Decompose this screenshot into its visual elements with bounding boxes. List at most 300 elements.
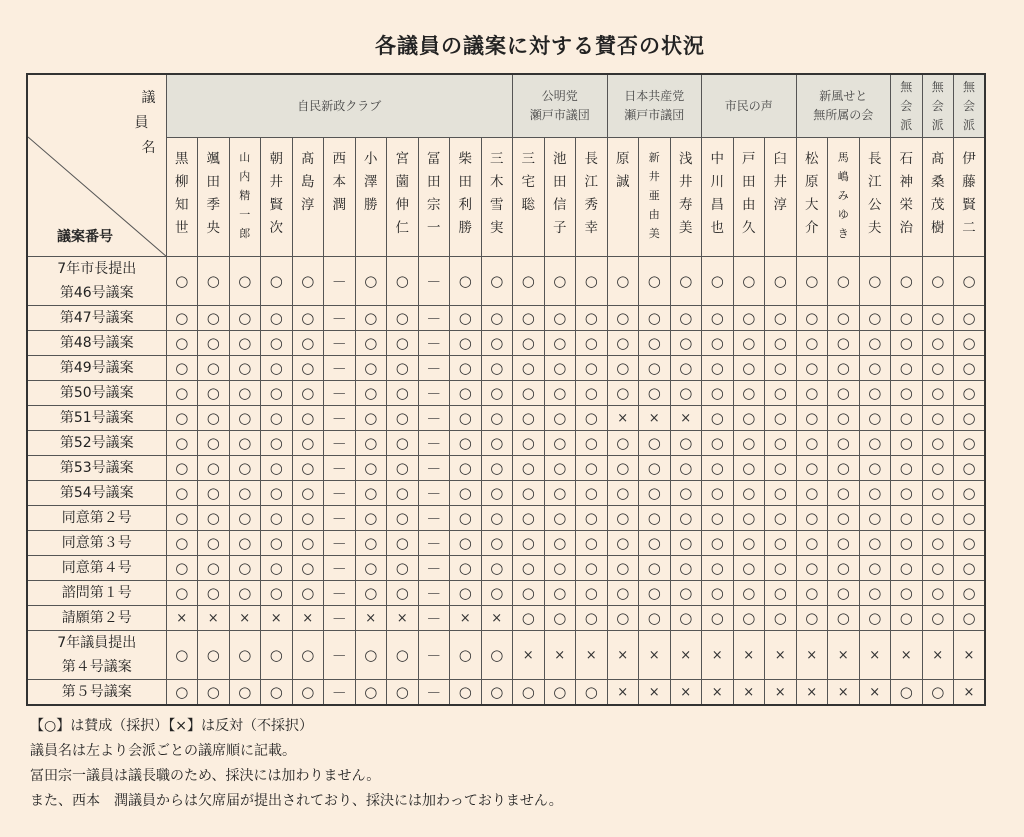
vote-cell: ○ xyxy=(481,381,513,406)
vote-cell: ○ xyxy=(891,680,923,706)
vote-cell: ○ xyxy=(891,257,923,306)
vote-cell: ○ xyxy=(513,680,545,706)
vote-cell: ○ xyxy=(513,581,545,606)
vote-cell: ○ xyxy=(544,556,576,581)
vote-cell: ○ xyxy=(292,556,324,581)
vote-cell: ○ xyxy=(702,406,734,431)
vote-row xyxy=(27,456,985,481)
member-header xyxy=(796,138,828,257)
vote-cell: ○ xyxy=(544,257,576,306)
vote-cell: ○ xyxy=(828,581,860,606)
vote-cell: ○ xyxy=(670,456,702,481)
vote-cell: ○ xyxy=(796,531,828,556)
vote-cell: ○ xyxy=(292,531,324,556)
vote-cell: ○ xyxy=(954,356,986,381)
vote-cell: ○ xyxy=(387,506,419,531)
member-name: 長江秀幸 xyxy=(584,151,598,236)
member-header xyxy=(576,138,608,257)
vote-cell: － xyxy=(418,556,450,581)
vote-cell: ○ xyxy=(576,331,608,356)
vote-cell: － xyxy=(324,306,356,331)
vote-cell: ○ xyxy=(576,431,608,456)
member-header xyxy=(733,138,765,257)
vote-cell: ○ xyxy=(576,581,608,606)
vote-cell: ○ xyxy=(166,431,198,456)
vote-cell: ○ xyxy=(702,531,734,556)
note-line: 議員名は左より会派ごとの議席順に記載。 xyxy=(30,743,296,759)
vote-cell: ○ xyxy=(166,456,198,481)
member-header xyxy=(639,138,671,257)
vote-cell: － xyxy=(418,631,450,680)
bill-label: 7年市長提出 第46号議案 xyxy=(27,257,166,306)
vote-row xyxy=(27,306,985,331)
vote-cell: ○ xyxy=(355,431,387,456)
bill-label: 同意第４号 xyxy=(27,556,166,581)
vote-cell: ○ xyxy=(481,456,513,481)
vote-cell: ○ xyxy=(639,431,671,456)
vote-cell: ○ xyxy=(261,506,293,531)
vote-row xyxy=(27,356,985,381)
vote-cell: ○ xyxy=(450,456,482,481)
member-name: 池田信子 xyxy=(553,151,567,236)
vote-cell: ○ xyxy=(544,381,576,406)
vote-cell: ○ xyxy=(261,456,293,481)
vote-cell: × xyxy=(954,631,986,680)
vote-cell: ○ xyxy=(828,331,860,356)
vote-cell: ○ xyxy=(670,431,702,456)
bill-label: 第48号議案 xyxy=(27,331,166,356)
vote-cell: × xyxy=(513,631,545,680)
vote-cell: ○ xyxy=(954,306,986,331)
vote-cell: ○ xyxy=(891,406,923,431)
vote-cell: ○ xyxy=(954,506,986,531)
vote-cell: ○ xyxy=(166,257,198,306)
member-header xyxy=(355,138,387,257)
member-header xyxy=(481,138,513,257)
vote-cell: ○ xyxy=(198,581,230,606)
vote-cell: ○ xyxy=(450,257,482,306)
party-header xyxy=(702,74,797,138)
vote-cell: ○ xyxy=(670,506,702,531)
vote-row xyxy=(27,381,985,406)
vote-cell: × xyxy=(796,631,828,680)
vote-cell: ○ xyxy=(355,356,387,381)
vote-cell: ○ xyxy=(450,581,482,606)
member-name: 冨田宗一 xyxy=(427,151,441,236)
vote-cell: ○ xyxy=(859,456,891,481)
vote-cell: × xyxy=(639,680,671,706)
vote-cell: × xyxy=(639,406,671,431)
vote-cell: ○ xyxy=(387,556,419,581)
member-name: 三木雪実 xyxy=(490,151,504,236)
vote-cell: ○ xyxy=(544,531,576,556)
vote-cell: ○ xyxy=(891,306,923,331)
vote-cell: ○ xyxy=(922,531,954,556)
vote-cell: ○ xyxy=(261,356,293,381)
vote-cell: ○ xyxy=(229,356,261,381)
vote-cell: ○ xyxy=(702,381,734,406)
vote-cell: ○ xyxy=(670,331,702,356)
vote-cell: ○ xyxy=(387,631,419,680)
member-name: 宮薗伸仁 xyxy=(395,151,409,236)
vote-cell: ○ xyxy=(292,506,324,531)
member-header xyxy=(891,138,923,257)
vote-cell: ○ xyxy=(922,306,954,331)
member-header xyxy=(922,138,954,257)
member-header xyxy=(166,138,198,257)
vote-cell: ○ xyxy=(670,381,702,406)
vote-cell: ○ xyxy=(796,606,828,631)
vote-cell: ○ xyxy=(198,331,230,356)
vote-cell: ○ xyxy=(891,381,923,406)
member-header xyxy=(513,138,545,257)
member-name: 黒柳知世 xyxy=(175,151,189,236)
vote-cell: ○ xyxy=(355,406,387,431)
vote-cell: － xyxy=(418,531,450,556)
vote-cell: ○ xyxy=(481,481,513,506)
vote-cell: ○ xyxy=(544,481,576,506)
vote-cell: ○ xyxy=(198,531,230,556)
vote-cell: × xyxy=(922,631,954,680)
vote-cell: ○ xyxy=(198,556,230,581)
vote-cell: ○ xyxy=(922,431,954,456)
vote-cell: ○ xyxy=(355,506,387,531)
vote-cell: × xyxy=(450,606,482,631)
member-name: 西本潤 xyxy=(332,151,346,213)
vote-cell: ○ xyxy=(355,456,387,481)
vote-cell: ○ xyxy=(733,356,765,381)
member-name: 長江公夫 xyxy=(868,151,882,236)
vote-cell: － xyxy=(324,606,356,631)
vote-cell: ○ xyxy=(166,381,198,406)
vote-cell: ○ xyxy=(733,406,765,431)
bill-label: 第52号議案 xyxy=(27,431,166,456)
vote-cell: － xyxy=(418,356,450,381)
vote-cell: ○ xyxy=(702,331,734,356)
vote-cell: ○ xyxy=(513,306,545,331)
bill-label: 諮問第１号 xyxy=(27,581,166,606)
vote-cell: ○ xyxy=(513,481,545,506)
vote-cell: ○ xyxy=(670,581,702,606)
vote-cell: ○ xyxy=(513,431,545,456)
member-header xyxy=(670,138,702,257)
vote-cell: ○ xyxy=(670,531,702,556)
vote-cell: ○ xyxy=(450,556,482,581)
vote-cell: ○ xyxy=(796,381,828,406)
vote-cell: ○ xyxy=(387,581,419,606)
vote-cell: ○ xyxy=(292,406,324,431)
member-name: 三宅聡 xyxy=(521,151,535,213)
member-header xyxy=(324,138,356,257)
vote-cell: ○ xyxy=(670,481,702,506)
vote-cell: ○ xyxy=(513,606,545,631)
vote-cell: ○ xyxy=(481,406,513,431)
vote-cell: ○ xyxy=(544,406,576,431)
vote-cell: ○ xyxy=(922,481,954,506)
vote-cell: ○ xyxy=(607,356,639,381)
member-name: 原誠 xyxy=(616,151,630,190)
vote-cell: ○ xyxy=(229,506,261,531)
vote-cell: － xyxy=(418,506,450,531)
vote-cell: － xyxy=(324,356,356,381)
vote-cell: ○ xyxy=(166,581,198,606)
party-header xyxy=(922,74,954,138)
vote-cell: ○ xyxy=(261,481,293,506)
vote-cell: ○ xyxy=(954,581,986,606)
member-name: 松原大介 xyxy=(805,151,819,236)
vote-cell: ○ xyxy=(922,506,954,531)
vote-cell: ○ xyxy=(859,257,891,306)
vote-cell: ○ xyxy=(796,257,828,306)
vote-table xyxy=(26,73,986,706)
vote-cell: ○ xyxy=(292,331,324,356)
vote-cell: ○ xyxy=(261,680,293,706)
member-header xyxy=(859,138,891,257)
vote-cell: － xyxy=(324,406,356,431)
vote-cell: ○ xyxy=(261,556,293,581)
vote-cell: ○ xyxy=(639,381,671,406)
vote-cell: ○ xyxy=(166,331,198,356)
vote-cell: ○ xyxy=(954,481,986,506)
vote-cell: ○ xyxy=(922,456,954,481)
vote-cell: ○ xyxy=(796,431,828,456)
party-label: 無 会 派 xyxy=(931,79,944,132)
vote-cell: ○ xyxy=(954,556,986,581)
member-header xyxy=(418,138,450,257)
vote-cell: ○ xyxy=(576,306,608,331)
vote-cell: ○ xyxy=(733,257,765,306)
vote-cell: × xyxy=(954,680,986,706)
vote-cell: ○ xyxy=(891,456,923,481)
vote-cell: ○ xyxy=(166,406,198,431)
vote-cell: ○ xyxy=(859,606,891,631)
vote-cell: ○ xyxy=(166,680,198,706)
vote-cell: ○ xyxy=(670,606,702,631)
vote-cell: － xyxy=(418,381,450,406)
vote-cell: ○ xyxy=(954,406,986,431)
vote-cell: ○ xyxy=(828,531,860,556)
vote-cell: ○ xyxy=(607,381,639,406)
vote-cell: ○ xyxy=(544,606,576,631)
vote-cell: ○ xyxy=(481,531,513,556)
vote-cell: ○ xyxy=(859,406,891,431)
vote-cell: ○ xyxy=(576,680,608,706)
vote-cell: ○ xyxy=(198,257,230,306)
vote-cell: × xyxy=(292,606,324,631)
vote-cell: ○ xyxy=(481,356,513,381)
vote-cell: ○ xyxy=(576,531,608,556)
vote-cell: ○ xyxy=(450,481,482,506)
vote-row xyxy=(27,331,985,356)
vote-cell: ○ xyxy=(670,306,702,331)
vote-cell: ○ xyxy=(702,456,734,481)
corner-label-2: 員 xyxy=(134,115,149,131)
member-header xyxy=(702,138,734,257)
vote-cell: ○ xyxy=(544,356,576,381)
vote-cell: ○ xyxy=(607,606,639,631)
vote-cell: ○ xyxy=(733,531,765,556)
vote-cell: － xyxy=(324,680,356,706)
vote-cell: ○ xyxy=(954,381,986,406)
vote-cell: ○ xyxy=(292,381,324,406)
vote-cell: ○ xyxy=(733,581,765,606)
vote-cell: ○ xyxy=(576,556,608,581)
vote-row xyxy=(27,481,985,506)
vote-cell: ○ xyxy=(576,456,608,481)
vote-cell: ○ xyxy=(292,306,324,331)
vote-cell: ○ xyxy=(292,356,324,381)
vote-cell: ○ xyxy=(859,306,891,331)
vote-cell: ○ xyxy=(922,381,954,406)
member-header xyxy=(261,138,293,257)
vote-row xyxy=(27,531,985,556)
vote-cell: ○ xyxy=(513,556,545,581)
vote-cell: ○ xyxy=(859,331,891,356)
member-name: 朝井賢次 xyxy=(269,151,283,236)
vote-cell: ○ xyxy=(166,631,198,680)
vote-cell: ○ xyxy=(481,680,513,706)
vote-cell: ○ xyxy=(481,556,513,581)
vote-cell: ○ xyxy=(670,356,702,381)
vote-cell: ○ xyxy=(198,381,230,406)
vote-cell: ○ xyxy=(639,356,671,381)
vote-cell: ○ xyxy=(702,306,734,331)
vote-row xyxy=(27,257,985,306)
vote-cell: ○ xyxy=(261,406,293,431)
vote-cell: ○ xyxy=(765,606,797,631)
vote-cell: × xyxy=(891,631,923,680)
corner-label-1: 議 xyxy=(141,90,156,106)
vote-cell: × xyxy=(639,631,671,680)
bill-label: 第53号議案 xyxy=(27,456,166,481)
vote-cell: ○ xyxy=(607,306,639,331)
vote-cell: ○ xyxy=(544,331,576,356)
vote-cell: ○ xyxy=(639,506,671,531)
vote-cell: ○ xyxy=(355,531,387,556)
vote-cell: ○ xyxy=(544,306,576,331)
vote-cell: ○ xyxy=(198,431,230,456)
vote-cell: ○ xyxy=(765,257,797,306)
vote-cell: ○ xyxy=(859,356,891,381)
vote-cell: ○ xyxy=(261,331,293,356)
vote-cell: × xyxy=(166,606,198,631)
vote-cell: ○ xyxy=(198,631,230,680)
vote-row xyxy=(27,506,985,531)
vote-cell: ○ xyxy=(922,606,954,631)
vote-cell: ○ xyxy=(513,506,545,531)
vote-cell: ○ xyxy=(765,381,797,406)
vote-cell: ○ xyxy=(796,406,828,431)
member-header xyxy=(292,138,324,257)
member-name: 石神栄治 xyxy=(899,151,913,236)
vote-cell: ○ xyxy=(828,556,860,581)
vote-cell: ○ xyxy=(922,356,954,381)
party-label: 無 会 派 xyxy=(900,79,913,132)
vote-cell: ○ xyxy=(859,481,891,506)
vote-cell: ○ xyxy=(639,331,671,356)
vote-cell: ○ xyxy=(607,581,639,606)
vote-cell: ○ xyxy=(733,381,765,406)
vote-cell: ○ xyxy=(765,331,797,356)
vote-cell: － xyxy=(418,581,450,606)
member-name: 伊藤賢二 xyxy=(962,151,976,236)
vote-cell: － xyxy=(418,456,450,481)
vote-row xyxy=(27,680,985,706)
vote-row xyxy=(27,631,985,680)
vote-cell: ○ xyxy=(576,381,608,406)
vote-row xyxy=(27,581,985,606)
vote-cell: ○ xyxy=(796,356,828,381)
member-header xyxy=(387,138,419,257)
vote-cell: ○ xyxy=(544,680,576,706)
vote-cell: ○ xyxy=(828,406,860,431)
vote-cell: ○ xyxy=(387,531,419,556)
vote-cell: ○ xyxy=(229,331,261,356)
vote-cell: － xyxy=(324,257,356,306)
vote-cell: ○ xyxy=(198,406,230,431)
vote-cell: ○ xyxy=(796,331,828,356)
vote-cell: ○ xyxy=(796,581,828,606)
vote-cell: ○ xyxy=(891,331,923,356)
vote-cell: ○ xyxy=(891,556,923,581)
bill-label: 第50号議案 xyxy=(27,381,166,406)
vote-cell: ○ xyxy=(639,606,671,631)
vote-cell: ○ xyxy=(166,306,198,331)
member-header xyxy=(607,138,639,257)
vote-cell: ○ xyxy=(355,556,387,581)
vote-cell: ○ xyxy=(639,581,671,606)
party-label: 公明党 瀬戸市議団 xyxy=(529,89,590,122)
member-name: 颯田季央 xyxy=(206,151,220,236)
vote-cell: ○ xyxy=(828,481,860,506)
vote-cell: ○ xyxy=(450,356,482,381)
vote-cell: － xyxy=(324,456,356,481)
vote-cell: ○ xyxy=(198,356,230,381)
member-name: 浅井寿美 xyxy=(679,151,693,236)
note-line: また、西本 潤議員からは欠席届が提出されており、採決には加わっておりません。 xyxy=(30,793,563,809)
vote-cell: ○ xyxy=(229,257,261,306)
vote-cell: × xyxy=(198,606,230,631)
vote-cell: ○ xyxy=(639,456,671,481)
vote-cell: ○ xyxy=(229,481,261,506)
vote-cell: × xyxy=(576,631,608,680)
vote-cell: ○ xyxy=(261,257,293,306)
member-header xyxy=(954,138,986,257)
vote-cell: × xyxy=(670,406,702,431)
vote-cell: ○ xyxy=(891,606,923,631)
vote-cell: × xyxy=(859,631,891,680)
vote-cell: ○ xyxy=(166,506,198,531)
vote-cell: ○ xyxy=(198,306,230,331)
vote-cell: ○ xyxy=(355,481,387,506)
vote-cell: － xyxy=(418,306,450,331)
vote-cell: ○ xyxy=(859,431,891,456)
member-name: 小澤勝 xyxy=(364,151,378,213)
vote-cell: ○ xyxy=(607,257,639,306)
vote-cell: × xyxy=(702,680,734,706)
vote-cell: ○ xyxy=(607,556,639,581)
vote-cell: ○ xyxy=(355,306,387,331)
bill-label: 請願第２号 xyxy=(27,606,166,631)
vote-cell: ○ xyxy=(198,456,230,481)
party-header xyxy=(796,74,891,138)
vote-cell: ○ xyxy=(292,431,324,456)
vote-cell: ○ xyxy=(387,257,419,306)
vote-cell: ○ xyxy=(261,381,293,406)
party-label: 無 会 派 xyxy=(962,79,975,132)
vote-cell: ○ xyxy=(765,306,797,331)
vote-cell: ○ xyxy=(387,680,419,706)
